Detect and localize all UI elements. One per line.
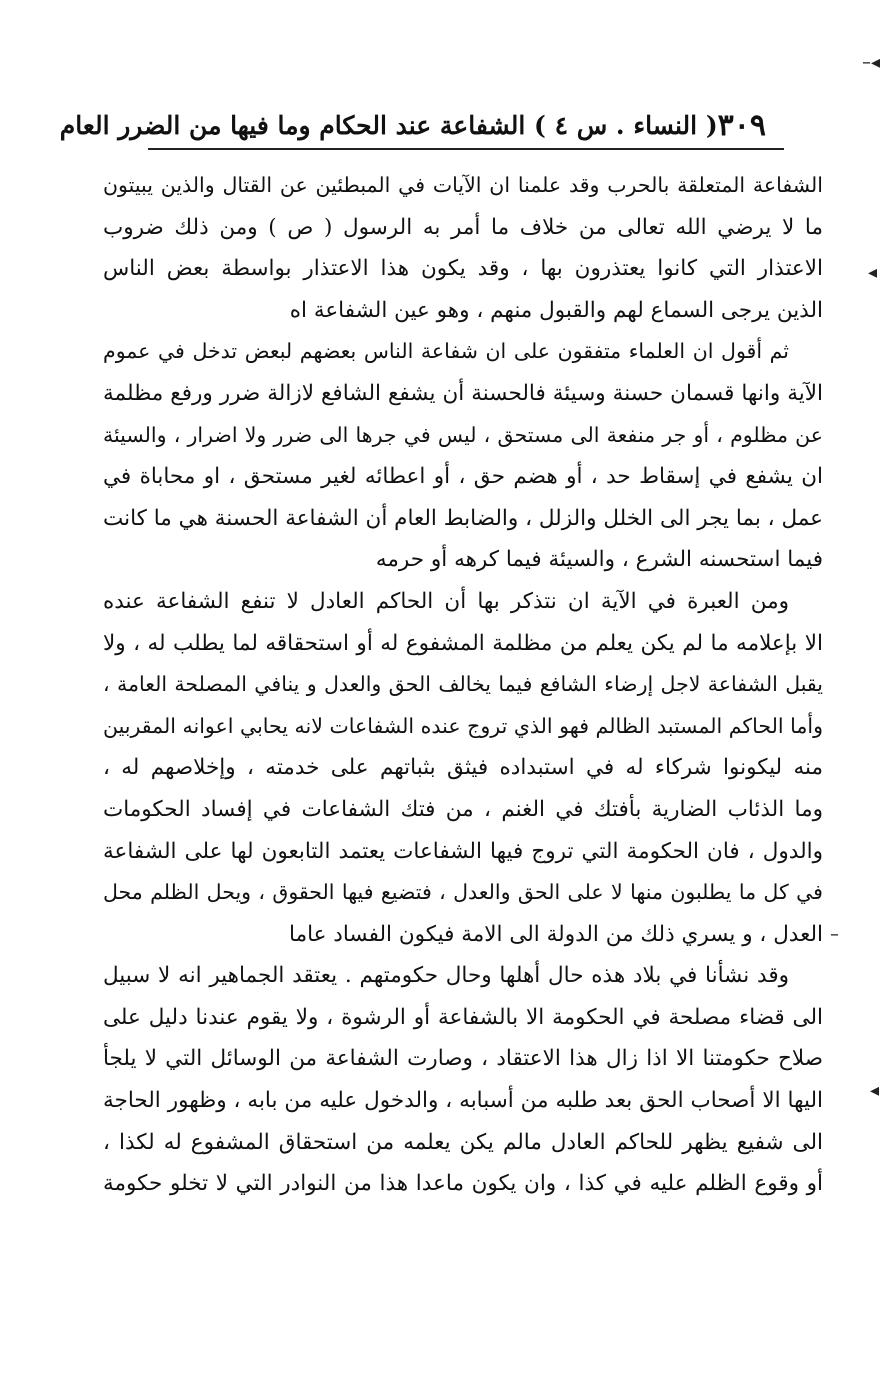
text-line: فيما استحسنه الشرع ، والسيئة فيما كرهه أو حرمه [375, 547, 823, 573]
text-line: الى قضاء مصلحة في الحكومة الا بالشفاعة أو الرشوة ، ولا يقوم عندنا دليل على [103, 1004, 823, 1030]
margin-mark: –◂ [862, 52, 881, 73]
text-line: الذين يرجى السماع لهم والقبول منهم ، وهو عين الشفاعة اه [289, 297, 823, 323]
text-line: الاعتذار التي كانوا يعتذرون بها ، وقد يكون هذا الاعتذار بواسطة بعض الناس [103, 256, 823, 282]
paragraph-start-line: وقد نشأنا في بلاد هذه حال أهلها وحال حكومتهم . يعتقد الجماهير انه لا سبيل [103, 963, 789, 989]
text-line: ان يشفع في إسقاط حد ، أو هضم حق ، أو اعطائه لغير مستحق ، او محاباة في [103, 464, 823, 490]
margin-mark: – [830, 924, 839, 945]
paragraph-start-line: ثم أقول ان العلماء متفقون على ان شفاعة الناس بعضهم لبعض تدخل في عموم [103, 339, 789, 364]
header-title: ( النساء . س ٤ ) الشفاعة عند الحكام وما فيها من الضرر العام [59, 110, 718, 140]
running-header [59, 102, 784, 150]
text-line: ما لا يرضي الله تعالى من خلاف ما أمر به الرسول ( ص ) ومن ذلك ضروب [103, 214, 823, 240]
text-line: وأما الحاكم المستبد الظالم فهو الذي تروج عنده الشفاعات لانه يحابي اعوانه المقربين [103, 713, 823, 738]
margin-mark: ◂ [868, 262, 878, 283]
text-line: صلاح حكومتنا الا اذا زال هذا الاعتقاد ، وصارت الشفاعة من الوسائل التي لا يلجأ [103, 1046, 823, 1072]
text-line: عمل ، بما يجر الى الخلل والزلل ، والضابط العام أن الشفاعة الحسنة هي ما كانت [103, 505, 823, 531]
margin-mark: ◂ [870, 1080, 880, 1101]
text-line: منه ليكونوا شركاء له في استبداده فيثق بثباتهم على خدمته ، وإخلاصهم له ، [103, 755, 823, 781]
text-line: الشفاعة المتعلقة بالحرب وقد علمنا ان الآيات في المبطئين عن القتال والذين يبيتون [103, 173, 823, 197]
paragraph-start-line: ومن العبرة في الآية ان نتذكر بها أن الحاكم العادل لا تنفع الشفاعة عنده [103, 588, 789, 614]
text-line: اليها الا أصحاب الحق بعد طلبه من أسبابه ، والدخول عليه من بابه ، وظهور الحاجة [103, 1088, 823, 1114]
text-line: العدل ، و يسري ذلك من الدولة الى الامة فيكون الفساد عاما [289, 921, 823, 947]
text-line: يقبل الشفاعة لاجل إرضاء الشافع فيما يخالف الحق والعدل و ينافي المصلحة العامة ، [103, 672, 823, 697]
text-line: الى شفيع يظهر للحاكم العادل مالم يكن يعلمه من استحقاق المشفوع له لكذا ، [103, 1129, 823, 1155]
page-number: ٣٠٩ [717, 107, 766, 143]
text-line: الآية وانها قسمان حسنة وسيئة فالحسنة أن يشفع الشافع لازالة ضرر ورفع مظلمة [103, 380, 823, 406]
text-line: أو وقوع الظلم عليه في كذا ، وان يكون ماعدا هذا من النوادر التي لا تخلو حكومة [103, 1171, 823, 1197]
text-line: الا بإعلامه ما لم يكن يعلم من مظلمة المشفوع له أو استحقاقه لما يطلب له ، ولا [103, 630, 823, 656]
text-line: في كل ما يطلبون منها لا على الحق والعدل ، فتضيع فيها الحقوق ، ويحل الظلم محل [103, 880, 823, 905]
text-line: وما الذئاب الضارية بأفتك في الغنم ، من فتك الشفاعات في إفساد الحكومات [103, 796, 823, 822]
text-line: والدول ، فان الحكومة التي تروج فيها الشفاعات يعتمد التابعون لها على الشفاعة [103, 838, 823, 864]
body-text [103, 165, 823, 1205]
text-line: عن مظلوم ، أو جر منفعة الى مستحق ، ليس في جرها الى ضرر ولا اضرار ، والسيئة [103, 422, 823, 447]
